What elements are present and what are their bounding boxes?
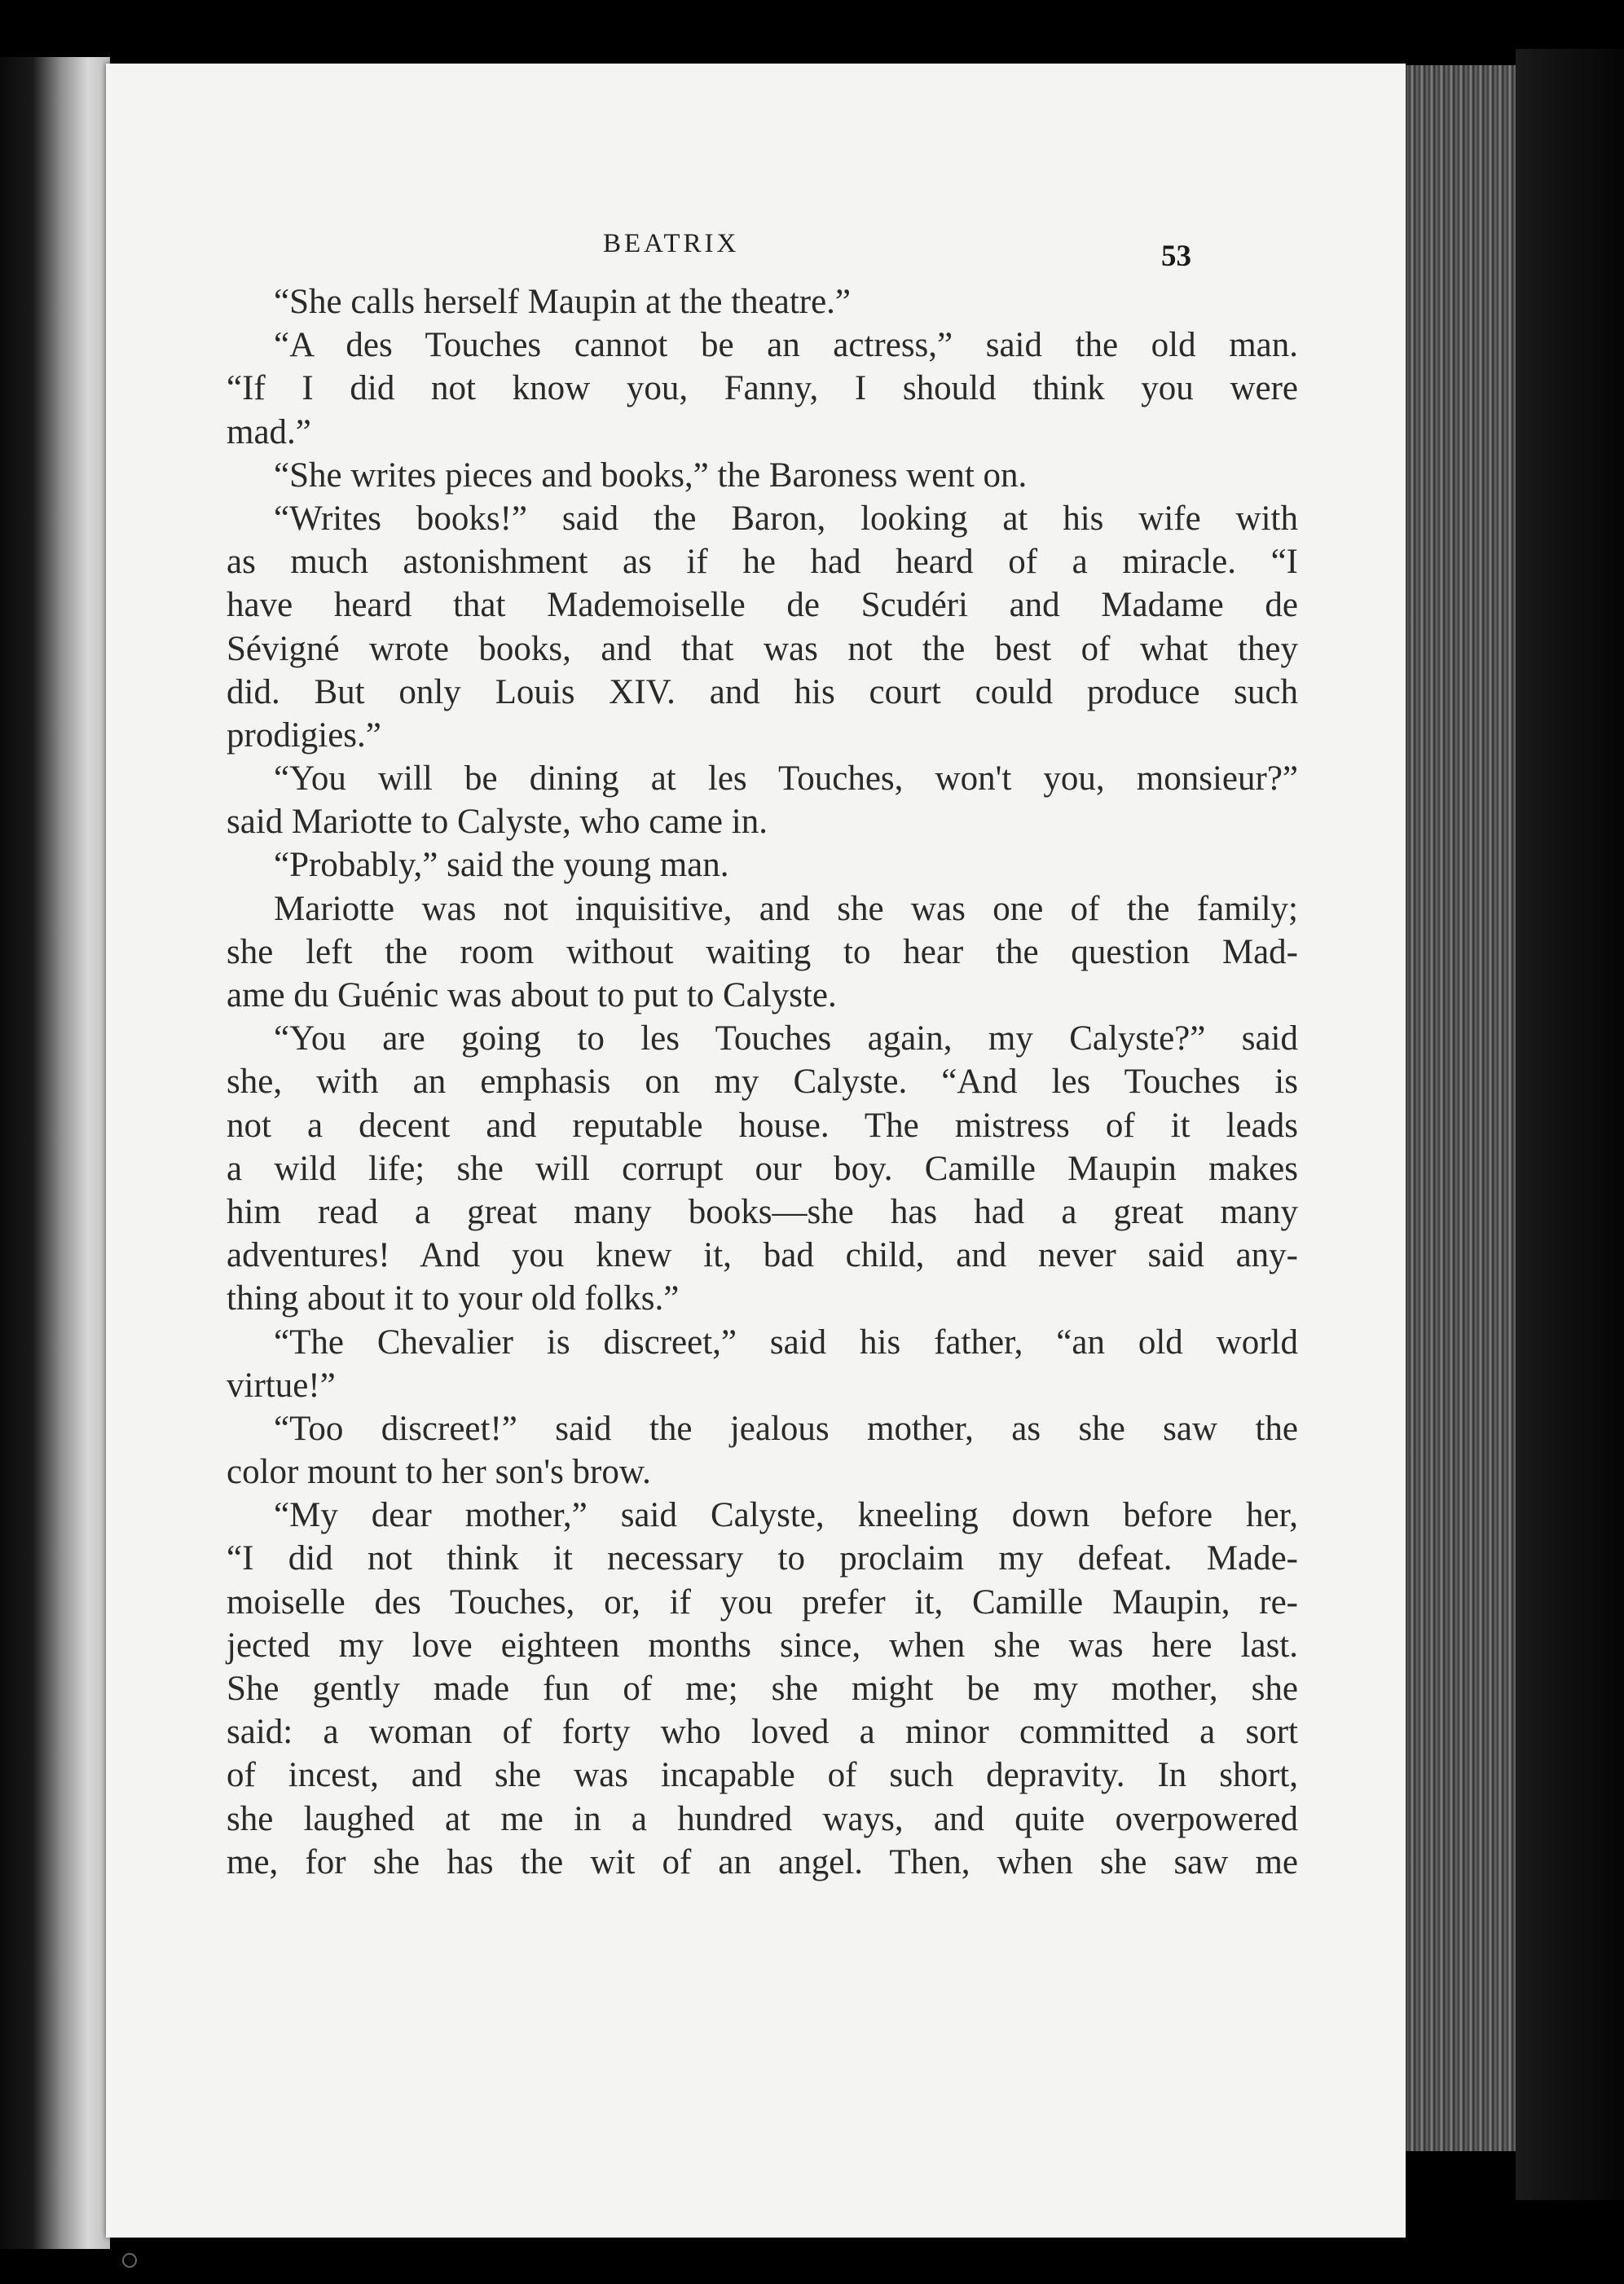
text-line: she, with an emphasis on my Calyste. “And les Touches is bbox=[227, 1063, 1298, 1102]
body-text bbox=[227, 280, 1298, 1884]
text-line: adventures! And you knew it, bad child, and never said any- bbox=[227, 1236, 1298, 1275]
text-line: virtue!” bbox=[227, 1366, 336, 1405]
text-line: him read a great many books—she has had a great many bbox=[227, 1192, 1298, 1231]
running-head-title: BEATRIX bbox=[603, 229, 740, 258]
left-page-edge bbox=[0, 57, 110, 2249]
book-page bbox=[106, 64, 1406, 2238]
text-line: “Probably,” said the young man. bbox=[274, 846, 729, 885]
text-line: thing about it to your old folks.” bbox=[227, 1279, 680, 1318]
text-line: have heard that Mademoiselle de Scudéri and Madame de bbox=[227, 586, 1298, 625]
text-line: “A des Touches cannot be an actress,” said the old man. bbox=[274, 326, 1298, 365]
top-corner-mark bbox=[1349, 0, 1381, 57]
text-line: moiselle des Touches, or, if you prefer it, Camille Maupin, re- bbox=[227, 1582, 1298, 1622]
running-head bbox=[106, 229, 1406, 273]
text-line: ame du Guénic was about to put to Calyste. bbox=[227, 976, 837, 1014]
text-line: she laughed at me in a hundred ways, and quite overpowered bbox=[227, 1799, 1298, 1838]
text-line: “Writes books!” said the Baron, looking at his wife with bbox=[274, 499, 1298, 538]
text-line: a wild life; she will corrupt our boy. Camille Maupin makes bbox=[227, 1149, 1298, 1188]
text-line: “Too discreet!” said the jealous mother, as she saw the bbox=[274, 1409, 1298, 1448]
text-line: “The Chevalier is discreet,” said his father, “an old world bbox=[274, 1322, 1298, 1362]
text-line: did. But only Louis XIV. and his court could produce such bbox=[227, 672, 1298, 711]
text-line: She gently made fun of me; she might be my mother, she bbox=[227, 1670, 1298, 1708]
film-mark bbox=[122, 2253, 137, 2268]
text-line: color mount to her son's brow. bbox=[227, 1453, 651, 1492]
text-line: prodigies.” bbox=[227, 715, 381, 755]
text-line: of incest, and she was incapable of such depravity. In short, bbox=[227, 1756, 1298, 1795]
text-line: “My dear mother,” said Calyste, kneeling down before her, bbox=[274, 1496, 1298, 1535]
text-line: “You will be dining at les Touches, won't you, monsieur?” bbox=[274, 759, 1298, 799]
book-cover-edge bbox=[1516, 49, 1624, 2200]
text-line: “If I did not know you, Fanny, I should think you were bbox=[227, 369, 1298, 408]
text-line: said: a woman of forty who loved a minor committed a sort bbox=[227, 1713, 1298, 1752]
text-line: Sévigné wrote books, and that was not the best of what they bbox=[227, 629, 1298, 668]
text-line: not a decent and reputable house. The mistress of it leads bbox=[227, 1106, 1298, 1145]
right-page-edges bbox=[1385, 65, 1524, 2151]
text-line: “She calls herself Maupin at the theatre.” bbox=[274, 283, 852, 321]
text-line: said Mariotte to Calyste, who came in. bbox=[227, 803, 768, 842]
text-line: Mariotte was not inquisitive, and she was one of the family; bbox=[274, 889, 1298, 928]
text-line: as much astonishment as if he had heard of a miracle. “I bbox=[227, 543, 1298, 582]
text-line: she left the room without waiting to hear the question Mad- bbox=[227, 932, 1298, 971]
text-line: jected my love eighteen months since, when she was here last. bbox=[227, 1626, 1298, 1665]
page-number: 53 bbox=[1161, 240, 1191, 273]
text-line: “She writes pieces and books,” the Baroness went on. bbox=[274, 455, 1028, 495]
text-line: “You are going to les Touches again, my Calyste?” said bbox=[274, 1019, 1298, 1058]
text-line: mad.” bbox=[227, 412, 311, 451]
text-line: me, for she has the wit of an angel. Then, when she saw me bbox=[227, 1842, 1298, 1881]
text-line: “I did not think it necessary to proclaim my defeat. Made- bbox=[227, 1539, 1298, 1578]
